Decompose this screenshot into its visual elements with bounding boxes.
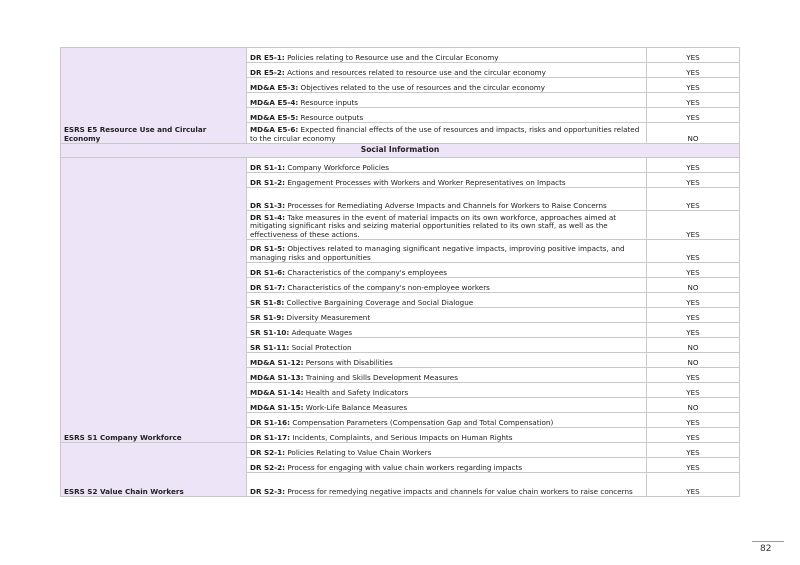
compliance-answer-cell: YES (647, 293, 740, 308)
compliance-answer-cell: NO (647, 278, 740, 293)
requirement-text: Compensation Parameters (Compensation Gap and Total Compensation) (292, 417, 554, 427)
requirement-cell (247, 188, 647, 211)
requirement-code: SR S1-11: (250, 342, 290, 352)
compliance-answer-cell: YES (647, 188, 740, 211)
requirement-text: Persons with Disabilities (305, 357, 393, 367)
requirement-cell (247, 473, 647, 497)
compliance-answer-cell: YES (647, 458, 740, 473)
requirement-code: DR S1-5: (250, 244, 286, 254)
compliance-answer-cell: YES (647, 211, 740, 240)
requirement-cell (247, 240, 647, 263)
requirement-cell (247, 63, 647, 78)
compliance-answer-cell: YES (647, 78, 740, 93)
requirement-code: DR S1-1: (250, 162, 286, 172)
compliance-answer-cell: YES (647, 383, 740, 398)
requirement-cell (247, 108, 647, 123)
requirement-cell (247, 48, 647, 63)
requirement-text: Expected financial effects of the use of resources and impacts, risks and opportunities related to the circular economy (250, 125, 640, 143)
requirement-cell (247, 211, 647, 240)
section-header-row (61, 144, 740, 158)
compliance-answer-cell: YES (647, 240, 740, 263)
requirement-text: Training and Skills Development Measures (305, 372, 458, 382)
requirement-cell (247, 293, 647, 308)
requirement-text: Take measures in the event of material impacts on its own workforce, approaches aimed at mitigating significant risks and seizing material opportunities related to its own staff, as well as the effectiveness of these actions. (250, 212, 617, 239)
requirement-code: MD&A E5-6: (250, 125, 299, 135)
requirement-text: Process for remedying negative impacts and channels for value chain workers to raise concerns (287, 486, 633, 496)
requirement-text: Work-Life Balance Measures (305, 402, 408, 412)
requirement-code: DR S2-2: (250, 462, 286, 472)
requirement-code: MD&A S1-15: (250, 402, 304, 412)
requirement-text: Social Protection (291, 342, 352, 352)
compliance-answer-cell: YES (647, 323, 740, 338)
compliance-answer-cell: NO (647, 123, 740, 144)
requirement-cell (247, 368, 647, 383)
requirement-code: SR S1-8: (250, 297, 285, 307)
compliance-answer-cell: YES (647, 368, 740, 383)
compliance-answer-cell: YES (647, 173, 740, 188)
section-title: Social Information (61, 144, 740, 158)
requirement-text: Collective Bargaining Coverage and Social Dialogue (286, 297, 474, 307)
compliance-answer-cell: YES (647, 473, 740, 497)
compliance-answer-cell: NO (647, 398, 740, 413)
requirement-code: MD&A S1-13: (250, 372, 304, 382)
requirement-cell (247, 278, 647, 293)
requirement-code: DR S2-3: (250, 486, 286, 496)
requirement-text: Objectives related to managing significant negative impacts, improving positive impacts, and managing risks and opportunities (250, 244, 625, 262)
requirement-code: MD&A E5-5: (250, 112, 299, 122)
requirement-code: DR S1-3: (250, 200, 286, 210)
footer-rule (752, 541, 784, 542)
requirement-code: MD&A E5-4: (250, 97, 299, 107)
requirement-text: Actions and resources related to resource use and the circular economy (287, 67, 546, 77)
requirement-cell (247, 173, 647, 188)
requirement-code: MD&A S1-14: (250, 387, 304, 397)
requirement-text: Policies relating to Resource use and the Circular Economy (287, 52, 499, 62)
requirement-code: SR S1-9: (250, 312, 285, 322)
requirement-code: DR S1-4: (250, 212, 286, 222)
requirement-code: DR S1-2: (250, 177, 286, 187)
requirement-text: Incidents, Complaints, and Serious Impacts on Human Rights (292, 432, 513, 442)
requirement-text: Health and Safety Indicators (305, 387, 409, 397)
requirement-text: Resource inputs (300, 97, 359, 107)
table-row (61, 48, 740, 63)
compliance-answer-cell: NO (647, 338, 740, 353)
compliance-answer-cell: YES (647, 48, 740, 63)
compliance-answer-cell: YES (647, 428, 740, 443)
table-body (61, 48, 740, 497)
requirement-text: Characteristics of the company's non-employee workers (287, 282, 490, 292)
compliance-answer-cell: YES (647, 443, 740, 458)
requirement-text: Engagement Processes with Workers and Worker Representatives on Impacts (287, 177, 566, 187)
compliance-answer-cell: YES (647, 263, 740, 278)
table-row (61, 443, 740, 458)
requirement-code: SR S1-10: (250, 327, 290, 337)
requirement-cell (247, 263, 647, 278)
compliance-answer-cell: YES (647, 158, 740, 173)
requirement-cell (247, 398, 647, 413)
compliance-answer-cell: YES (647, 308, 740, 323)
requirement-cell (247, 323, 647, 338)
compliance-answer-cell: NO (647, 353, 740, 368)
requirement-text: Resource outputs (300, 112, 364, 122)
requirement-text: Process for engaging with value chain workers regarding impacts (287, 462, 523, 472)
requirement-text: Adequate Wages (291, 327, 353, 337)
requirement-cell (247, 413, 647, 428)
requirement-code: DR S1-7: (250, 282, 286, 292)
requirement-cell (247, 458, 647, 473)
requirement-code: DR E5-1: (250, 52, 285, 62)
compliance-answer-cell: YES (647, 108, 740, 123)
requirement-cell (247, 353, 647, 368)
page-number: 82 (760, 544, 772, 554)
requirement-code: MD&A E5-3: (250, 82, 299, 92)
requirement-text: Characteristics of the company's employees (287, 267, 448, 277)
compliance-answer-cell: YES (647, 93, 740, 108)
requirement-code: MD&A S1-12: (250, 357, 304, 367)
compliance-answer-cell: YES (647, 413, 740, 428)
requirement-text: Diversity Measurement (286, 312, 371, 322)
requirement-cell (247, 158, 647, 173)
requirement-cell (247, 308, 647, 323)
requirement-cell (247, 383, 647, 398)
table-row (61, 158, 740, 173)
requirement-text: Policies Relating to Value Chain Workers (287, 447, 432, 457)
requirement-cell (247, 93, 647, 108)
requirement-cell (247, 443, 647, 458)
compliance-answer-cell: YES (647, 63, 740, 78)
requirement-text: Company Workforce Policies (287, 162, 389, 172)
requirement-code: DR E5-2: (250, 67, 285, 77)
standard-name-cell: ESRS S1 Company Workforce (61, 158, 247, 443)
requirement-text: Processes for Remediating Adverse Impacts and Channels for Workers to Raise Concerns (287, 200, 607, 210)
requirement-cell (247, 428, 647, 443)
standard-name-cell: ESRS E5 Resource Use and Circular Economy (61, 48, 247, 144)
requirement-cell (247, 123, 647, 144)
requirement-code: DR S1-16: (250, 417, 291, 427)
requirement-code: DR S2-1: (250, 447, 286, 457)
requirement-code: DR S1-6: (250, 267, 286, 277)
esrs-disclosure-table (60, 47, 740, 497)
requirement-text: Objectives related to the use of resources and the circular economy (300, 82, 546, 92)
requirement-cell (247, 78, 647, 93)
standard-name-cell: ESRS S2 Value Chain Workers (61, 443, 247, 497)
requirement-cell (247, 338, 647, 353)
requirement-code: DR S1-17: (250, 432, 291, 442)
